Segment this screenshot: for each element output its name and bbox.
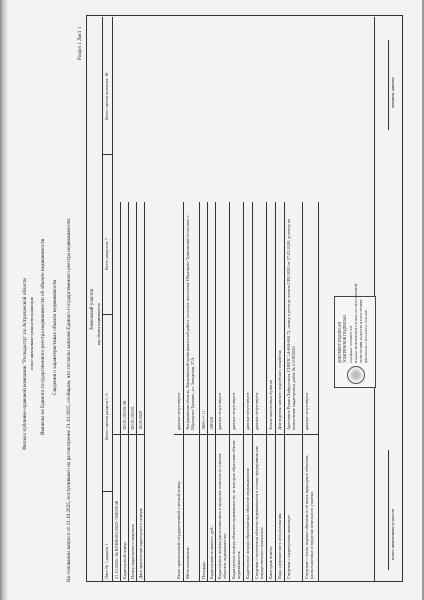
column-divider bbox=[207, 434, 215, 435]
row-value: Арестанов Рушан Хайрулович, СНИЛС 14-604-684 72, номер в реестре членов СРО 2020 от 27.03.2020, договор на выполнение кадастровых работ № 21/08/2020 bbox=[286, 219, 296, 430]
total-sections: Всего разделов: 7 bbox=[104, 237, 109, 270]
column-divider bbox=[302, 434, 318, 435]
row-value: данные отсутствуют bbox=[245, 392, 250, 430]
column-divider bbox=[266, 434, 275, 435]
row-label: Кадастровый номер: bbox=[122, 541, 127, 579]
org-name: Филиал публично-правовой компании "Роскадастр" по Астраханской области bbox=[22, 277, 28, 450]
row-value: данные отсутствуют bbox=[304, 392, 309, 430]
object-type: Земельный участок bbox=[90, 288, 95, 330]
stamp-line: РЕГИСТРАЦИИ, КАДАСТРА И КАРТОГРАФИИ bbox=[359, 299, 363, 363]
row-label: Сведения о кадастровом инженере: bbox=[286, 514, 291, 579]
column-divider bbox=[112, 434, 120, 435]
row-value: 1800 +/- 11 bbox=[201, 410, 206, 430]
column-divider bbox=[183, 434, 199, 435]
row-label: Сведения о включении объекта недвижимости в состав предприятия как имущественного комплекса: bbox=[254, 446, 264, 579]
column-divider bbox=[174, 434, 183, 435]
row-label: Кадастровые номера расположенных в пределах земельного участка объектов недвижимости: bbox=[217, 453, 227, 579]
stamp-line: Действителен: с 20.01.2025 по 15.04.2026 bbox=[364, 309, 368, 363]
electronic-signature-stamp bbox=[334, 283, 376, 388]
total-sheets: Всего листов выписки: 16 bbox=[104, 72, 109, 120]
row-label: Виды разрешенного использования: bbox=[277, 512, 282, 579]
row-divider bbox=[183, 202, 184, 582]
row-divider bbox=[136, 202, 137, 582]
row-divider bbox=[229, 202, 230, 582]
total-sheets-section: Всего листов раздела 1: 5 bbox=[104, 393, 109, 440]
document-page bbox=[2, 0, 422, 600]
section-label: Раздел 1 Лист 1 bbox=[78, 26, 83, 60]
row-divider bbox=[144, 202, 145, 582]
row-divider bbox=[284, 202, 285, 582]
row-label: Площадь: bbox=[201, 561, 206, 579]
row-divider bbox=[128, 202, 129, 582]
divider bbox=[102, 154, 112, 155]
signer-position-line bbox=[388, 450, 389, 570]
stamp-title: ДОКУМЕНТ ПОДПИСАН bbox=[338, 321, 342, 363]
emblem-icon bbox=[347, 366, 365, 384]
row-value: Земли населенных пунктов bbox=[268, 380, 273, 430]
row-divider bbox=[252, 202, 253, 582]
row-value: 30:05:150301 bbox=[130, 406, 135, 430]
column-divider bbox=[243, 434, 252, 435]
row-value: 18.09.2020 bbox=[138, 410, 143, 430]
rotated-document-content bbox=[2, 0, 422, 600]
column-divider bbox=[199, 434, 207, 435]
row-label: Номер кадастрового квартала: bbox=[130, 523, 135, 579]
object-type-caption: вид объекта недвижимости bbox=[97, 303, 101, 345]
row-label: Местоположение: bbox=[185, 546, 190, 579]
divider bbox=[102, 314, 112, 315]
row-divider bbox=[199, 202, 200, 582]
column-divider bbox=[284, 434, 302, 435]
stamp-line: Владелец: ФЕДЕРАЛЬНАЯ СЛУЖБА ГОСУДАРСТВЕННОЙ bbox=[354, 283, 358, 363]
row-divider bbox=[243, 202, 244, 582]
row-label: 21.10.2025г. № КУВИ-001/2025-194958156 bbox=[114, 500, 119, 579]
row-label: Ранее присвоенный государственный учетный номер: bbox=[176, 480, 181, 579]
row-divider bbox=[318, 202, 319, 582]
row-divider bbox=[120, 202, 121, 582]
row-value: Астраханская область, Камызякский муниципальный район, сельское поселение Образцово-Травинский сельсовет, с. Образцово-Травино, ул. Заводская, 37А bbox=[185, 214, 195, 430]
row-value: 158328 bbox=[209, 417, 214, 430]
stamp-subtitle: ЭЛЕКТРОННОЙ ПОДПИСЬЮ bbox=[343, 314, 347, 363]
signer-position-caption: полное наименование должности bbox=[391, 508, 395, 560]
row-divider bbox=[207, 202, 208, 582]
row-label: Кадастровые номера объектов недвижимости, из которых образован объект недвижимости: bbox=[231, 440, 241, 579]
column-divider bbox=[275, 434, 284, 435]
column-divider bbox=[229, 434, 243, 435]
row-value: 30:05:150301:56 bbox=[122, 400, 127, 430]
row-label: Кадастровые номера образованных объектов недвижимости: bbox=[245, 467, 250, 579]
row-label: Кадастровая стоимость, руб.: bbox=[209, 525, 214, 579]
column-divider bbox=[215, 434, 229, 435]
sheet-number: Лист № 1 раздела 1 bbox=[104, 543, 109, 579]
row-label: Категория земель: bbox=[268, 545, 273, 579]
row-label: Сведения о лесах, водных объектах и об иных природных объектах, расположенных в пределах земельного участка: bbox=[304, 454, 314, 579]
divider bbox=[102, 491, 112, 492]
row-divider bbox=[266, 202, 267, 582]
extract-title: Выписка из Единого государственного реестра недвижимости об объекте недвижимости bbox=[40, 238, 46, 435]
initials-caption: инициалы, фамилия bbox=[391, 77, 395, 108]
row-value: данные отсутствуют bbox=[176, 392, 181, 430]
row-divider bbox=[275, 202, 276, 582]
characteristics-title: Сведения о характеристиках объекта недвижимости bbox=[52, 279, 58, 395]
divider bbox=[102, 17, 103, 582]
row-value: Для ведения личного подсобного хозяйства bbox=[277, 350, 282, 430]
column-divider bbox=[128, 434, 136, 435]
request-line: На основании запроса от 21.10.2025, поступившего на рассмотрение 21.10.2025, сообщаем, что согласно записям Единого государственного реестра недвижимости: bbox=[66, 217, 72, 582]
divider bbox=[112, 17, 113, 582]
column-divider bbox=[252, 434, 266, 435]
row-label: Дата присвоения кадастрового номера: bbox=[138, 507, 143, 579]
row-value: данные отсутствуют bbox=[254, 392, 259, 430]
row-value: данные отсутствуют bbox=[231, 392, 236, 430]
row-value: данные отсутствуют bbox=[217, 392, 222, 430]
column-divider bbox=[120, 434, 128, 435]
initials-line bbox=[388, 40, 389, 130]
row-divider bbox=[302, 202, 303, 582]
stamp-line: Сертификат: 1018ABCD7E2F bbox=[349, 325, 353, 363]
org-name-caption: полное наименование органа регистрации прав bbox=[30, 297, 34, 370]
row-divider bbox=[215, 202, 216, 582]
column-divider bbox=[136, 434, 144, 435]
